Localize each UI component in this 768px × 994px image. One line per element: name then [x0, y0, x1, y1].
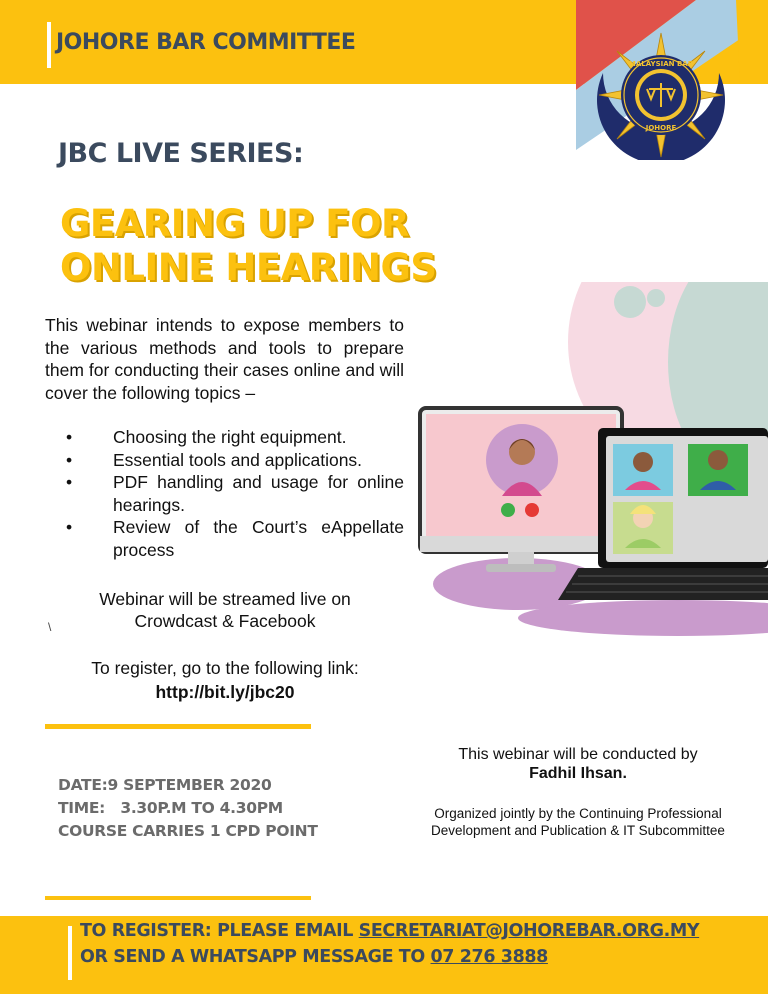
bullet-icon: •: [66, 517, 73, 537]
bullet-icon: •: [66, 427, 73, 447]
crowdcast-link[interactable]: Crowdcast: [134, 611, 218, 631]
event-time: TIME: 3.30P.M TO 4.30PM: [58, 799, 283, 817]
divider-rule: [45, 724, 311, 729]
malaysian-bar-logo: [576, 0, 768, 160]
list-item: • Choosing the right equipment.: [66, 427, 347, 447]
facebook-link[interactable]: Facebook: [238, 611, 316, 631]
stream-info: [45, 588, 405, 632]
main-title-line2: ONLINE HEARINGS: [60, 246, 437, 289]
footer-contact: [80, 918, 699, 970]
register-link[interactable]: http://bit.ly/jbc20: [155, 682, 295, 702]
stream-line: Webinar will be streamed live on: [99, 589, 351, 609]
list-item: • Essential tools and applications.: [66, 449, 363, 470]
event-date: DATE:9 SEPTEMBER 2020: [58, 776, 272, 794]
divider-rule: [45, 896, 311, 900]
bullet-icon: •: [66, 449, 73, 470]
intro-paragraph: This webinar intends to expose members to the various methods and tools to prepare them for conducting their cases online and will cover the following topics –: [45, 315, 404, 403]
platform-connector: &: [222, 611, 234, 631]
answer-call-icon: [501, 503, 515, 517]
header-title: JOHORE BAR COMMITTEE: [56, 30, 356, 55]
list-item: • PDF handling and usage for online hearings.: [66, 472, 404, 515]
organizer-info: Organized jointly by the Continuing Professional Development and Publication & IT Subcommittee: [431, 806, 725, 838]
event-details: [58, 774, 318, 843]
video-call-illustration: [418, 282, 768, 638]
footer-divider: [68, 926, 72, 980]
conductor-info: [430, 745, 726, 783]
series-title: JBC LIVE SERIES:: [58, 138, 304, 169]
end-call-icon: [525, 503, 539, 517]
stray-mark: \: [48, 620, 52, 634]
main-title: [60, 202, 437, 290]
phone-link[interactable]: 07 276 3888: [430, 947, 548, 967]
register-line: To register, go to the following link:: [91, 658, 359, 678]
event-cpd: COURSE CARRIES 1 CPD POINT: [58, 822, 318, 840]
footer-phone-prefix: OR SEND A WHATSAPP MESSAGE TO: [80, 947, 431, 967]
conductor-name: Fadhil Ihsan.: [529, 765, 627, 782]
list-item: • Review of the Court’s eAppellate process: [66, 517, 404, 560]
footer-email-prefix: TO REGISTER: PLEASE EMAIL: [80, 921, 359, 941]
header-divider: [47, 22, 51, 68]
conductor-line: This webinar will be conducted by: [458, 746, 698, 763]
email-link[interactable]: SECRETARIAT@JOHOREBAR.ORG.MY: [358, 921, 700, 941]
register-info: [45, 656, 405, 704]
topics-list: [66, 426, 404, 561]
logo-ring-top-text: MALAYSIAN BAR: [628, 60, 694, 68]
main-title-line1: GEARING UP FOR: [60, 202, 410, 245]
bullet-icon: •: [66, 472, 73, 492]
logo-ring-bottom-text: JOHORE: [645, 124, 677, 132]
